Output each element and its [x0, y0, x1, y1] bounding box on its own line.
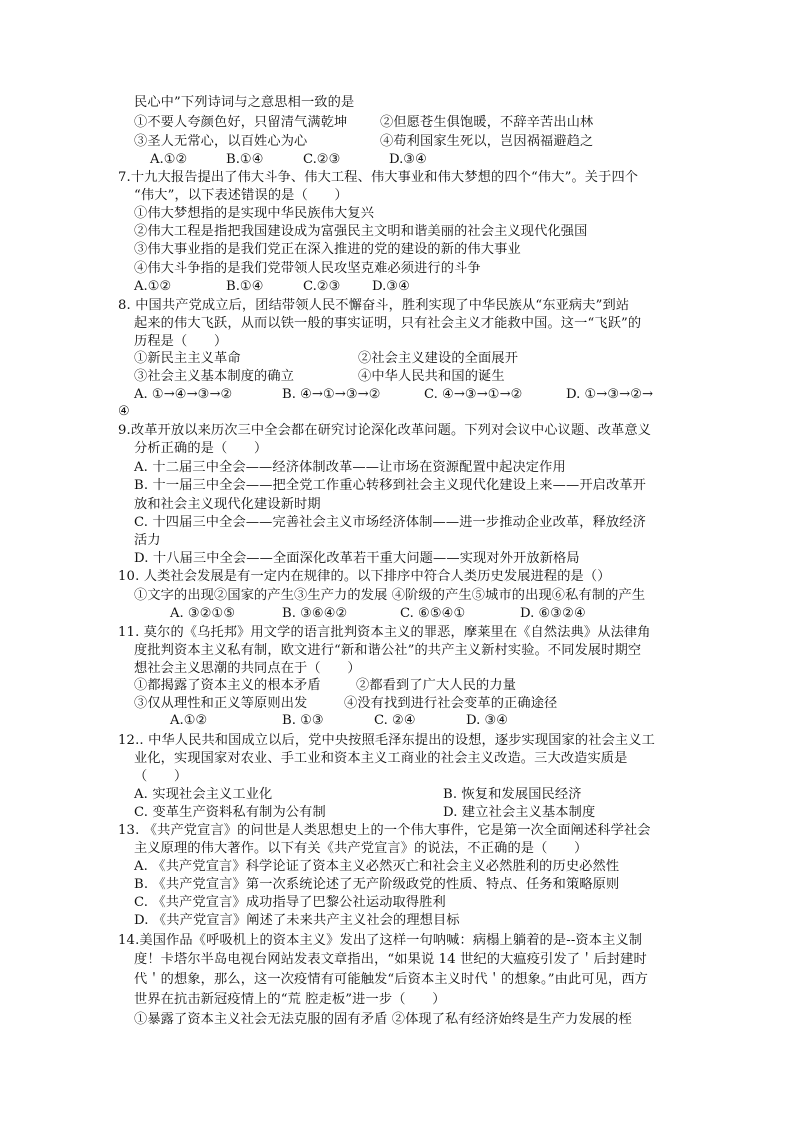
q8-option-3: ③社会主义基本制度的确立 [134, 369, 295, 384]
q10-stem: 10. 人类社会发展是有一定内在规律的。以下排序中符合人类历史发展进程的是（） [118, 569, 611, 584]
q8-choice-c: C. ④→③→①→② [424, 387, 523, 402]
q8-option-1: ①新民主主义革命 [134, 351, 241, 366]
q11-choice-a: A.①② [170, 713, 208, 728]
q11-choice-d: D. ③④ [466, 713, 509, 728]
q7-choice-b: B.①④ [226, 279, 264, 294]
q10-choice-b: B. ③⑥④② [282, 606, 348, 621]
q7-stem-line-2: “伟大”，以下表述错误的是（ ） [134, 188, 348, 203]
q8-choice-b: B. ④→①→③→② [282, 387, 381, 402]
q8-choice-a: A. ①→④→③→② [134, 387, 233, 402]
q8-choice-d: D. ①→③→②→ [566, 387, 654, 402]
q12-stem-line-2: 业化，实现国家对农业、手工业和资本主义工商业的社会主义改造。三大改造实质是 [134, 751, 628, 766]
q9-option-c-line-1: C. 十四届三中全会——完善社会主义市场经济体制——进一步推动企业改革，释放经济 [134, 515, 646, 530]
q13-option-a: A. 《共产党宣言》科学论证了资本主义必然灭亡和社会主义必然胜利的历史必然性 [134, 859, 620, 874]
q7-stem-line-1: 7.十九大报告提出了伟大斗争、伟大工程、伟大事业和伟大梦想的四个“伟大”。关于四个 [118, 170, 639, 185]
q9-stem-line-2: 分析正确的是（ ） [134, 441, 268, 456]
q7-option-1: ①伟大梦想指的是实现中华民族伟大复兴 [134, 206, 375, 221]
q6-choice-c: C.②③ [303, 152, 341, 167]
q7-choice-c: C.②③ [303, 279, 341, 294]
q12-option-b: B. 恢复和发展国民经济 [443, 787, 582, 802]
q6-stem-tail: 民心中”下列诗词与之意思相一致的是 [134, 95, 355, 110]
q12-option-c: C. 变革生产资料私有制为公有制 [134, 805, 326, 820]
q14-option-line: ①暴露了资本主义社会无法克服的固有矛盾 ②体现了私有经济始终是生产力发展的桎 [134, 1012, 632, 1027]
q9-option-c-line-2: 活力 [134, 533, 161, 548]
q6-option-2: ②但愿苍生俱饱暖，不辞辛苦出山林 [380, 115, 594, 130]
q13-option-c: C. 《共产党宣言》成功指导了巴黎公社运动取得胜利 [134, 895, 446, 910]
q12-stem-line-3: （ ） [134, 769, 188, 784]
q9-option-b-line-1: B. 十一届三中全会——把全党工作重心转移到社会主义现代化建设上来——开启改革开 [134, 478, 647, 493]
q6-option-1: ①不要人夸颜色好，只留清气满乾坤 [134, 115, 348, 130]
q11-choice-c: C. ②④ [374, 713, 416, 728]
q10-choice-c: C. ⑥⑤④① [400, 606, 466, 621]
q11-option-4: ④没有找到进行社会变革的正确途径 [344, 696, 558, 711]
q7-option-4: ④伟大斗争指的是我们党带领人民攻坚克难必须进行的斗争 [134, 261, 481, 276]
q8-stem-line-3: 历程是（ ） [134, 334, 228, 349]
q13-stem-line-2: 主义原理的伟大著作。以下有关《共产党宣言》的说法，不正确的是（ ） [134, 841, 588, 856]
q6-choice-a: A.①② [150, 152, 188, 167]
q8-option-2: ②社会主义建设的全面展开 [358, 351, 519, 366]
q8-stem-line-2: 起来的伟大飞跃，从而以铁一般的事实证明，只有社会主义才能救中国。这一“飞跃”的 [134, 316, 642, 331]
q9-option-b-line-2: 放和社会主义现代化建设新时期 [134, 497, 321, 512]
q9-stem-line-1: 9.改革开放以来历次三中全会都在研究讨论深化改革问题。下列对会议中心议题、改革意义 [118, 423, 652, 438]
q14-stem-line-3: 代＇的想象，那么，这一次疫情有可能触发“后资本主义时代＇的想象。”由此可见，西方 [134, 972, 649, 987]
q10-choice-d: D. ⑥③②④ [520, 606, 586, 621]
q6-option-4: ④苟利国家生死以，岂因祸福避趋之 [380, 134, 594, 149]
q8-option-4: ④中华人民共和国的诞生 [358, 369, 505, 384]
q14-stem-line-2: 度！卡塔尔半岛电视台网站发表文章指出，“如果说 14 世纪的大瘟疫引发了＇后封建时 [134, 952, 647, 967]
q11-choice-b: B. ①③ [282, 713, 324, 728]
q13-option-b: B. 《共产党宣言》第一次系统论述了无产阶级政党的性质、特点、任务和策略原则 [134, 877, 620, 892]
q8-choice-d-wrap: ④ [118, 404, 130, 419]
q10-items: ①文字的出现②国家的产生③生产力的发展 ④阶级的产生⑤城市的出现⑥私有制的产生 [134, 588, 646, 603]
q11-option-3: ③仅从理性和正义等原则出发 [134, 696, 308, 711]
q10-choice-a: A. ③②①⑤ [170, 606, 236, 621]
q13-stem-line-1: 13. 《共产党宣言》的问世是人类思想史上的一个伟大事件，它是第一次全面阐述科学社会 [118, 823, 651, 838]
q9-option-a: A. 十二届三中全会——经济体制改革——让市场在资源配置中起决定作用 [134, 460, 566, 475]
q7-option-3: ③伟大事业指的是我们党正在深入推进的党的建设的新的伟大事业 [134, 242, 521, 257]
q6-choice-d: D.③④ [389, 152, 427, 167]
q11-stem-line-3: 想社会主义思潮的共同点在于（ ） [134, 661, 361, 676]
q6-option-3: ③圣人无常心，以百姓心为心 [134, 134, 308, 149]
q9-option-d: D. 十八届三中全会——全面深化改革若干重大问题——实现对外开放新格局 [134, 551, 580, 566]
q7-option-2: ②伟大工程是指把我国建设成为富强民主文明和谐美丽的社会主义现代化强国 [134, 224, 588, 239]
q8-stem-line-1: 8. 中国共产党成立后，团结带领人民不懈奋斗，胜利实现了中华民族从“东亚病夫”到站 [118, 298, 630, 313]
q11-option-1: ①都揭露了资本主义的根本矛盾 [134, 678, 321, 693]
q7-choice-d: D.③④ [372, 279, 410, 294]
q11-option-2: ②都看到了广大人民的力量 [356, 678, 517, 693]
q7-choice-a: A.①② [134, 279, 172, 294]
q11-stem-line-1: 11. 莫尔的《乌托邦》用文学的语言批判资本主义的罪恶，摩莱里在《自然法典》从法律角 [118, 625, 651, 640]
q12-option-d: D. 建立社会主义基本制度 [443, 805, 596, 820]
q12-stem-line-1: 12.. 中华人民共和国成立以后，党中央按照毛泽东提出的设想，逐步实现国家的社会主义工 [118, 733, 655, 748]
q12-option-a: A. 实现社会主义工业化 [134, 787, 273, 802]
q13-option-d: D. 《共产党宣言》阐述了未来共产主义社会的理想目标 [134, 913, 460, 928]
q6-choice-b: B.①④ [226, 152, 264, 167]
q14-stem-line-1: 14.美国作品《呼吸机上的资本主义》发出了这样一句呐喊：病榻上躺着的是--资本主义制 [118, 933, 643, 948]
q14-stem-line-4: 世界在抗击新冠疫情上的“荒 腔走板”进一步（ ） [134, 992, 446, 1007]
q11-stem-line-2: 度批判资本主义私有制，欧文进行“新和谐公社”的共产主义新村实验。不同发展时期空 [134, 643, 642, 658]
